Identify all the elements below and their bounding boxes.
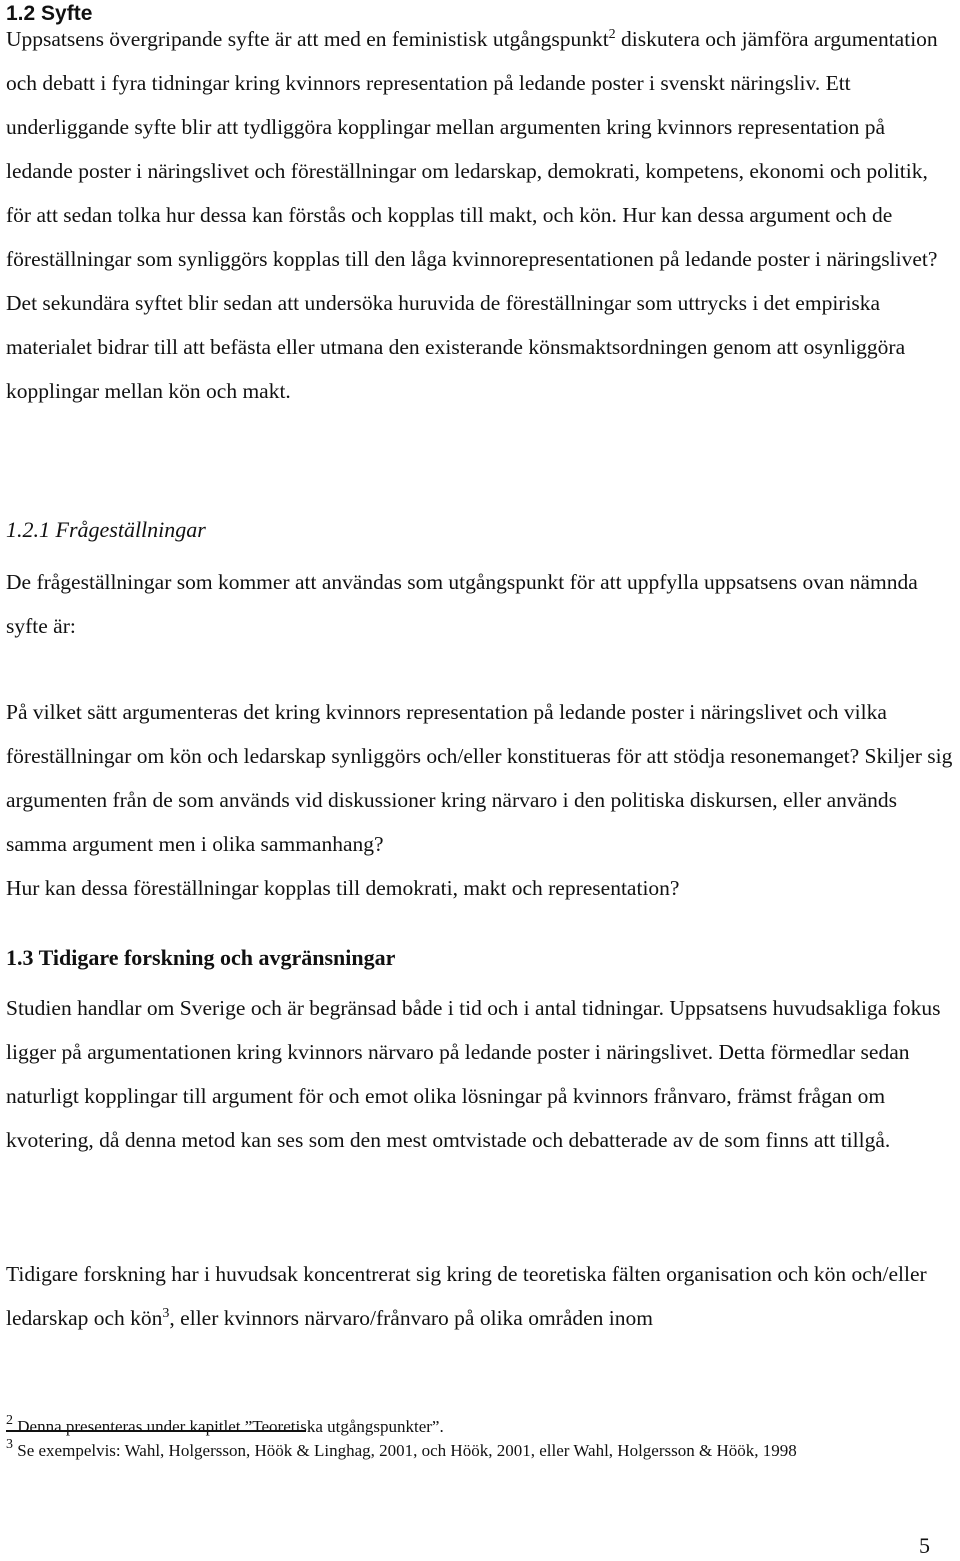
syfte-paragraph bbox=[6, 17, 954, 413]
forskning-text-start: Tidigare forskning har i huvudsak koncentrerat sig kring de teoretiska fälten organisation och kön och/eller ledarskap och kön bbox=[6, 1262, 927, 1330]
forskning-paragraph-2 bbox=[6, 1252, 954, 1340]
syfte-text-start: Uppsatsens övergripande syfte är att med en feministisk utgångspunkt bbox=[6, 27, 609, 51]
research-question-2: Hur kan dessa föreställningar kopplas till demokrati, makt och representation? bbox=[6, 876, 680, 900]
footnote-text: Denna presenteras under kapitlet ”Teoretiska utgångspunkter”. bbox=[13, 1417, 444, 1436]
footnote-2 bbox=[6, 1413, 954, 1438]
footnote-text: Se exempelvis: Wahl, Holgersson, Höök & Linghag, 2001, och Höök, 2001, eller Wahl, Holgersson & Höök, 1998 bbox=[13, 1441, 797, 1460]
forskning-paragraph-1: Studien handlar om Sverige och är begränsad både i tid och i antal tidningar. Uppsatsens huvudsakliga fokus ligger på argumentationen kring kvinnors närvaro på ledande poster i näringslivet. Detta förmedlar sedan naturligt kopplingar till argument för och emot olika lösningar på kvinnors frånvaro, främst frågan om kvotering, då denna metod kan ses som den mest omtvistade och debatterade av de som finns att tillgå. bbox=[6, 996, 941, 1152]
footnote-ref-2: 2 bbox=[608, 27, 616, 42]
section-heading-syfte: 1.2 Syfte bbox=[6, 2, 93, 25]
syfte-text-rest: diskutera och jämföra argumentation och debatt i fyra tidningar kring kvinnors representation på ledande poster i svenskt näringsliv. Ett underliggande syfte blir att tydliggöra kopplingar mellan argumenten kring kvinnors representation på ledande poster i näringslivet och föreställningar om ledarskap, demokrati, kompetens, ekonomi och politik, för att sedan tolka hur dessa kan förstås och kopplas till makt, och kön. Hur kan dessa argument och de föreställningar som synliggörs kopplas till den låga kvinnorepresentationen på ledande poster i näringslivet? Det sekundära syftet blir sedan att undersöka huruvida de föreställningar som uttrycks i det empiriska materialet bidrar till att befästa eller utmana den existerande könsmaktsordningen genom att osynliggöra kopplingar mellan kön och makt. bbox=[6, 27, 938, 403]
footnote-ref-3: 3 bbox=[162, 1306, 170, 1321]
footnote-number: 3 bbox=[6, 1437, 13, 1452]
subsection-heading-fragestallningar: 1.2.1 Frågeställningar bbox=[6, 517, 206, 542]
research-question-1: På vilket sätt argumenteras det kring kvinnors representation på ledande poster i näringslivet och vilka föreställningar om kön och ledarskap synliggörs och/eller konstitueras för att stödja resonemanget? Skiljer sig argumenten från de som används vid diskussioner kring närvaro i den politiska diskursen, eller används samma argument men i olika sammanhang? bbox=[6, 700, 953, 856]
footnote-3 bbox=[6, 1438, 954, 1464]
section-heading-forskning: 1.3 Tidigare forskning och avgränsningar bbox=[6, 945, 396, 970]
fragestallningar-intro: De frågeställningar som kommer att användas som utgångspunkt för att uppfylla uppsatsens ovan nämnda syfte är: bbox=[6, 570, 918, 638]
footnote-number: 2 bbox=[6, 1413, 13, 1428]
forskning-text-rest: , eller kvinnors närvaro/frånvaro på olika områden inom bbox=[169, 1306, 654, 1330]
page-number: 5 bbox=[919, 1533, 930, 1558]
